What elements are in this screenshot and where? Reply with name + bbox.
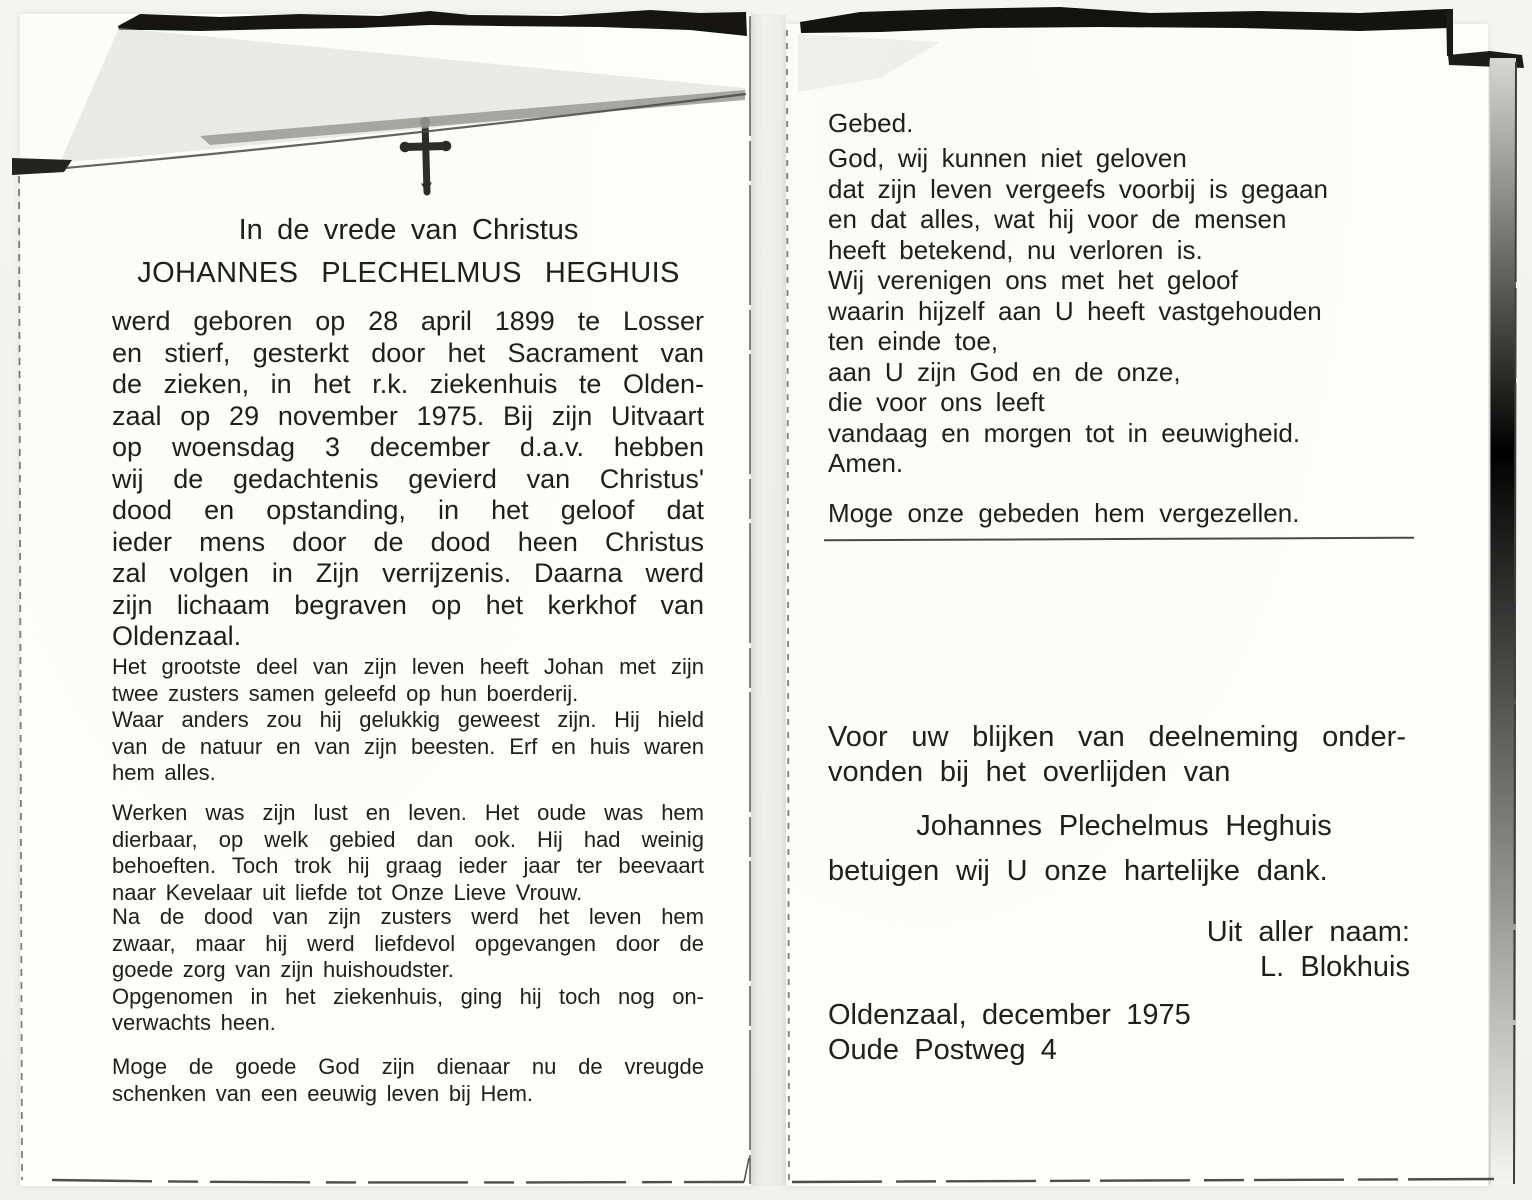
text-line: vandaag en morgen tot in eeuwigheid. [828,417,1301,448]
text-line: wij de gedachtenis gevierd van Christus' [112,463,704,494]
signature-block [900,915,1410,985]
text-line: L. Blokhuis [1260,951,1410,983]
text-line: twee zusters samen geleefd op hun boerderij. [112,680,579,706]
biography-paragraph-3 [112,904,704,1037]
text-line: God, wij kunnen niet geloven [828,143,1187,173]
text-line: vonden bij het overlijden van [828,756,1231,788]
text-line: goede zorg van zijn huishoudster. [112,957,454,982]
text-line: en stierf, gesterkt door het Sacrament van [112,337,704,368]
biography-paragraph-2 [112,800,704,906]
prayer-closing-line: Moge onze gebeden hem vergezellen. [828,498,1300,528]
text-line: ten einde toe, [828,326,999,356]
text-line: Voor uw blijken van deelneming onder- [828,721,1406,753]
text-line: dierbaar, op welk gebied dan ook. Hij had weinig [112,826,704,852]
biography-paragraph-1 [112,654,704,787]
text-line: Het grootste deel van zijn leven heeft Johan met zijn [112,654,704,679]
place-date-address [828,998,1420,1068]
text-line: aan U zijn God en de onze, [828,356,1181,387]
text-line: werd geboren op 28 april 1899 te Losser [112,306,704,336]
text-line: van de natuur en van zijn beesten. Erf en huis waren [112,733,704,759]
text-line: zijn lichaam begraven op het kerkhof van [112,589,704,620]
text-line: naar Kevelaar uit liefde tot Onze Lieve Vrouw. [112,879,583,905]
place-date-line: Oldenzaal, december 1975 [828,999,1191,1031]
text-line: Amen. [828,448,904,478]
text-line: dat zijn leven vergeefs voorbij is gegaan [828,173,1328,204]
text-line: behoeften. Toch trok hij graag ieder jaar ter beevaart [112,853,704,878]
page-title: In de vrede van Christus [238,214,579,246]
text-line: zwaar, maar hij werd liefdevol opgevangen door de [112,930,704,956]
text-line: Na de dood van zijn zusters werd het leven hem [112,904,704,929]
prayer-text [828,143,1428,479]
text-line: hem alles. [112,760,216,785]
biography-main-paragraph [112,306,704,653]
text-line: Uit aller naam: [1206,916,1410,948]
text-line: Werken was zijn lust en leven. Het oude was hem [112,800,704,825]
acknowledgement-closing: betuigen wij U onze hartelijke dank. [828,855,1328,887]
text-line: Moge de goede God zijn dienaar nu de vreugde [112,1054,704,1079]
cross-icon [394,114,456,200]
address-line: Oude Postweg 4 [828,1034,1057,1066]
text-line: Opgenomen in het ziekenhuis, ging hij toch nog on- [112,983,704,1009]
text-line: verwachts heen. [112,1010,276,1035]
text-line: dood en opstanding, in het geloof dat [112,495,704,525]
text-line: Oldenzaal. [112,621,242,651]
acknowledgement-intro [828,720,1406,790]
text-line: die voor ons leeft [828,387,1045,417]
text-line: heeft betekend, nu verloren is. [828,234,1203,265]
text-line: zal volgen in Zijn verrijzenis. Daarna werd [112,558,704,588]
deceased-name: Johannes Plechelmus Heghuis [916,810,1332,842]
text-line: waarin hijzelf aan U heeft vastgehouden [828,295,1322,326]
biography-paragraph-4 [112,1054,704,1107]
prayer-title: Gebed. [828,108,914,138]
text-line: op woensdag 3 december d.a.v. hebben [112,432,704,462]
deceased-name-caps: JOHANNES PLECHELMUS HEGHUIS [137,257,680,289]
text-line: ieder mens door de dood heen Christus [112,526,704,557]
text-line: de zieken, in het r.k. ziekenhuis te Olden- [112,369,704,399]
text-line: schenken van een eeuwig leven bij Hem. [112,1080,534,1106]
text-line: Waar anders zou hij gelukkig geweest zijn. Hij hield [112,707,704,732]
text-line: Wij verenigen ons met het geloof [828,265,1238,295]
text-line: en dat alles, wat hij voor de mensen [828,204,1287,234]
text-line: zaal op 29 november 1975. Bij zijn Uitvaart [112,400,704,431]
